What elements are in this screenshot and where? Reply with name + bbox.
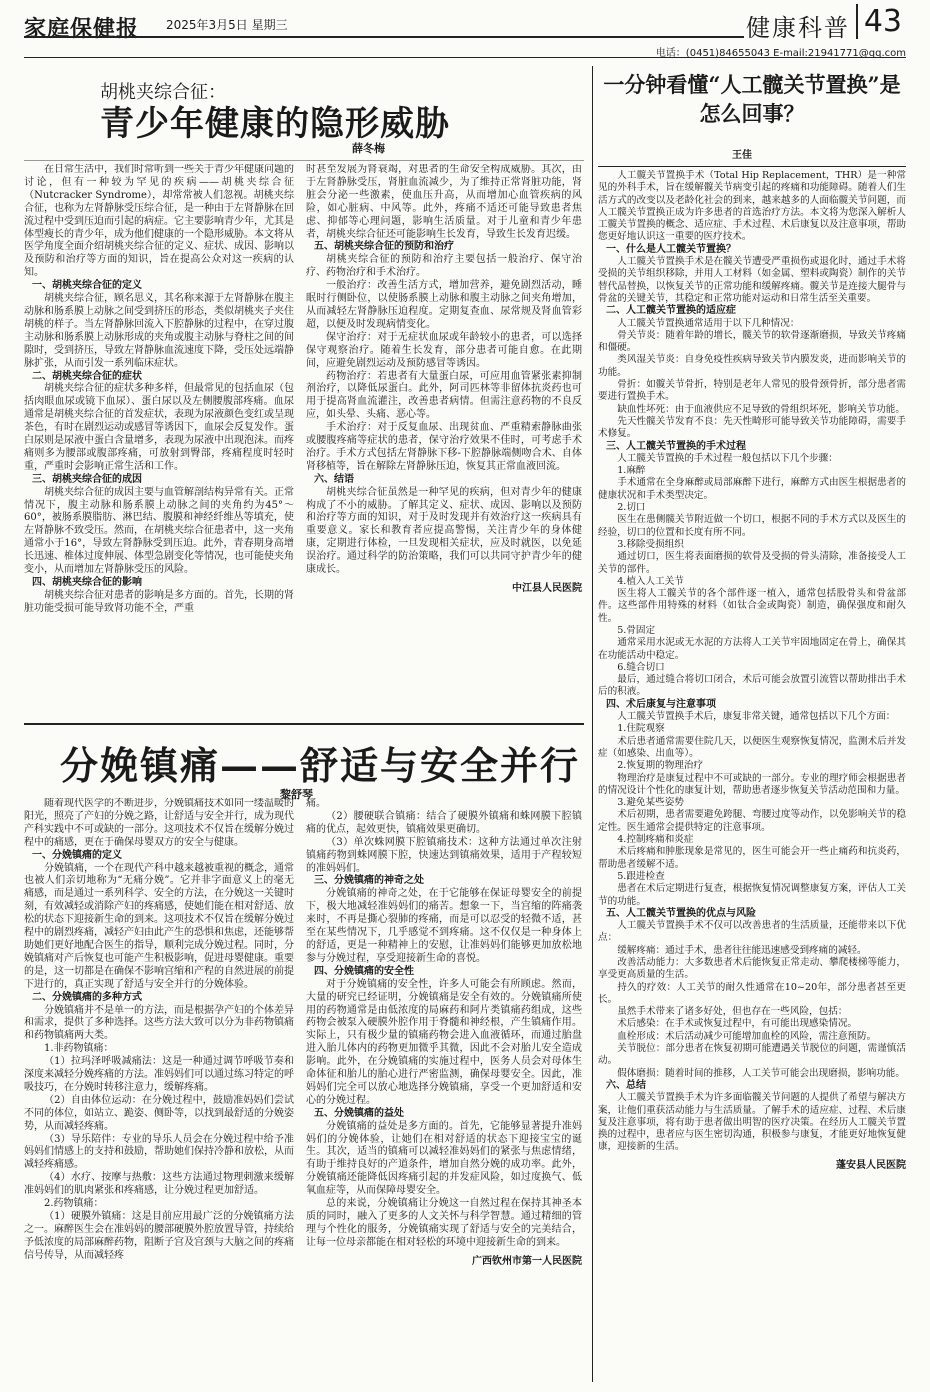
paragraph: 类风湿关节炎：自身免疫性疾病导致关节内膜发炎，进而影响关节的功能。: [598, 354, 906, 378]
paragraph: 人工髋关节置换手术后，康复非常关键，通常包括以下几个方面：: [617, 711, 896, 723]
paragraph: （4）水疗、按摩与热敷：这些方法通过物理刺激来缓解准妈妈们的肌肉紧张和疼痛感，让分娩过程更加舒适。: [24, 1172, 294, 1197]
article2-institution: 广西钦州市第一人民医院: [472, 1255, 582, 1267]
article3-institution: 蓬安县人民医院: [836, 1159, 906, 1171]
paragraph: 患者在术后定期进行复查，根据恢复情况调整康复方案，评估人工关节的功能。: [598, 883, 906, 907]
contact-info: 电话：(0451)84655043 E-mail:21941771@qq.com: [655, 48, 906, 59]
masthead: [0, 0, 930, 58]
paragraph: 血栓形成：术后活动减少可能增加血栓的风险，需注意预防。: [617, 1030, 877, 1042]
paragraph: 医生在患侧髋关节附近做一个切口，根据不同的手术方式以及医生的经验，切口的位置和长度有所不同。: [598, 514, 906, 538]
paragraph: 2.恢复期的物理治疗: [617, 760, 704, 772]
section-heading: 一、分娩镇痛的定义: [32, 849, 122, 861]
paragraph: 4.植入人工关节: [617, 575, 684, 587]
paragraph: 手术通常在全身麻醉或局部麻醉下进行，麻醉方式由医生根据患者的健康状况和手术类型决定。: [598, 477, 906, 501]
article3-author: 王佳: [732, 150, 752, 161]
paragraph: 通常采用水泥或无水泥的方法将人工关节牢固地固定在骨上，确保其在功能活动中稳定。: [598, 637, 906, 661]
paragraph: 人工髋关节置换手术不仅可以改善患者的生活质量，还能带来以下优点：: [598, 920, 906, 944]
section-heading: 六、总结: [606, 1079, 646, 1091]
article3-headline: [598, 70, 906, 162]
paragraph: 分娩镇痛，一个在现代产科中越来越被重视的概念，通常也被人们亲切地称为“无痛分娩”。它并非字面意义上的毫无痛感，而是通过一系列科学、安全的方法，在分娩这一关键时刻，有效减轻或消除产妇的疼痛感，使她们能在相对舒适、放松的状态下迎接新生命的到来。这项技术不仅旨在缓解分娩过程中的剧烈疼痛，减轻产妇由此产生的恐惧和焦虑，还能够帮助她们更好地配合医生的指导，顺利完成分娩过程。同时，分娩镇痛对产后恢复也可能产生积极影响，促进母婴健康。重要的是，这一切都是在确保不影响宫缩和产程的自然进展的前提下进行的，真正实现了舒适与安全并行的分娩体验。: [24, 862, 294, 990]
divider: [24, 160, 584, 161]
column-divider: [592, 66, 593, 1382]
paragraph: 2.药物镇痛：: [44, 1198, 104, 1210]
divider: [24, 723, 584, 725]
paragraph: 缓解疼痛：通过手术，患者往往能迅速感受到疼痛的减轻。: [617, 944, 867, 956]
section-heading: 一、胡桃夹综合征的定义: [32, 280, 142, 292]
section-heading: 二、胡桃夹综合征的症状: [32, 370, 142, 382]
paragraph: 胡桃夹综合征的成因主要与血管解剖结构异常有关。正常情况下，腹主动脉和肠系膜上动脉之间的夹角约为45°～60°，被肠系膜脂肪、淋巴结、腹膜和神经纤维丛等填充，使左肾静脉不致受压。然而，在胡桃夹综合征患者中，这一夹角通常小于16°，导致左肾静脉受到压迫。此外，青春期身高增长迅速、椎体过度伸展、体型急剧变化等情况，也可能使夹角变小，从而增加左肾静脉受压的风险。: [24, 486, 294, 576]
section-heading: 四、分娩镇痛的安全性: [314, 965, 414, 977]
paragraph: 2.切口: [617, 502, 646, 514]
paragraph: （2）自由体位运动：在分娩过程中，鼓励准妈妈们尝试不同的体位，如站立、跪姿、侧卧等，以找到最舒适的分娩姿势，从而减轻疼痛。: [24, 1094, 294, 1132]
paragraph: （1）硬膜外镇痛：这是目前应用最广泛的分娩镇痛方法之一。麻醉医生会在准妈妈的腰部硬膜外腔放置导管，持续给予低浓度的局部麻醉药物，阻断子宫及宫颈与大脑之间的疼痛信号传导，从而减轻疼: [24, 1211, 294, 1261]
article2-title: 分娩镇痛——舒适与安全并行: [60, 743, 581, 788]
paragraph: 一般治疗：改善生活方式，增加营养，避免剧烈活动，睡眠时行侧卧位，以使肠系膜上动脉和腹主动脉之间夹角增加，从而减轻左肾静脉压迫程度。定期复查血、尿常规及肾血管彩超，以便及时发现病情变化。: [306, 280, 582, 330]
section-heading: 三、分娩镇痛的神奇之处: [314, 875, 424, 887]
paragraph: 1.住院观察: [617, 723, 665, 735]
article3-title: 一分钟看懂“人工髋关节置换”是怎么回事？: [603, 72, 901, 126]
paragraph: 分娩镇痛并不是单一的方法，而是根据孕产妇的个体差异和需求，提供了多种选择。这些方法大致可以分为非药物镇痛和药物镇痛两大类。: [24, 1004, 294, 1042]
paragraph: 痛。: [306, 798, 326, 809]
paragraph: 保守治疗：对于无症状血尿或年龄较小的患者，可以选择保守观察治疗。随着生长发育，部分患者可能自愈。在此期间，应避免剧烈运动及预防感冒等诱因。: [306, 331, 582, 369]
article2-column-1: [24, 798, 294, 1382]
issue-date: 2025年3月5日 星期三: [166, 18, 288, 32]
section-heading: 一、什么是人工髋关节置换？: [606, 243, 736, 255]
paragraph: 术后患者通常需要住院几天，以便医生观察恢复情况，监测术后并发症（如感染、出血等）。: [598, 735, 906, 759]
paragraph: 人工髋关节置换手术是在髋关节遭受严重损伤或退化时，通过手术将受损的关节组织移除，并用人工材料（如金属、塑料或陶瓷）制作的关节替代品替换，以恢复关节的正常功能和缓解疼痛。髋关节是连接大腿骨与骨盆的关键关节，其稳定和正常功能对运动和日常生活至关重要。: [598, 256, 906, 304]
divider: [598, 166, 906, 167]
section-heading: 三、胡桃夹综合征的成因: [32, 473, 142, 485]
paragraph: 4.控制疼痛和炎症: [617, 834, 694, 846]
article2-column-2: [306, 798, 582, 1382]
paragraph: 随着现代医学的不断进步，分娩镇痛技术如同一缕温暖的阳光，照亮了产妇的分娩之路，让舒适与安全并行，成为现代产科实践中不可或缺的一部分。这项技术不仅旨在缓解分娩过程中的痛感，更在于确保母婴双方的安全与健康。: [24, 798, 294, 848]
paragraph: 5.跟进检查: [617, 870, 665, 882]
paragraph: 假体磨损：随着时间的推移，人工关节可能会出现磨损，影响功能。: [617, 1067, 905, 1079]
page-number: 43: [856, 4, 902, 39]
section-heading: 五、分娩镇痛的益处: [314, 1107, 404, 1119]
newspaper-name: 家庭保健报: [24, 16, 140, 42]
paragraph: 先天性髋关节发育不良：先天性畸形可能导致关节功能障碍，需要手术修复。: [598, 415, 906, 440]
paragraph: 骨关节炎：随着年龄的增长，髋关节的软骨逐渐磨损，导致关节疼痛和僵硬。: [598, 329, 906, 354]
paragraph: 术后感染：在手术或恢复过程中，有可能出现感染情况。: [617, 1018, 858, 1030]
paragraph: 最后，通过缝合将切口闭合，术后可能会放置引流管以帮助排出手术后的积液。: [598, 674, 906, 698]
paragraph: 时甚至发展为肾衰竭，对患者的生命安全构成威胁。其次，由于左肾静脉受压，肾脏血流减少，为了维持正常肾脏功能，肾脏会分泌一些激素，使血压升高，从而增加心血管疾病的风险，如心脏病、中风等。此外，疼痛不适还可能导致患者焦虑、抑郁等心理问题，影响生活质量。对于儿童和青少年患者，胡桃夹综合征还可能影响生长发育，导致生长发育迟缓。: [306, 164, 582, 240]
paragraph: 在日常生活中，我们时常听到一些关于青少年健康问题的讨论，但有一种较为罕见的疾病——胡桃夹综合征（Nutcracker Syndrome），却常常被人们忽视。胡桃夹综合征，也称为左肾静脉受压综合征，是一种由于左肾静脉在回流过程中受到压迫而引起的病症。它主要影响青少年，尤其是体型瘦长的青少年，成为他们健康的一个隐形威胁。本文将从医学角度全面介绍胡桃夹综合征的定义、症状、成因、影响以及预防和治疗等方面的知识，旨在提高公众对这一疾病的认知。: [24, 164, 294, 279]
paragraph: 3.避免某些姿势: [617, 797, 684, 809]
paragraph: 对于分娩镇痛的安全性，许多人可能会有所顾虑。然而，大量的研究已经证明，分娩镇痛是安全有效的。分娩镇痛所使用的药物通常是由低浓度的局麻药和阿片类镇痛药组成，这些药物会被泵入硬膜外腔作用于脊髓和神经根，产生镇痛作用。实际上，只有极少量的镇痛药物会进入血液循环，而通过胎盘进入胎儿体内的药物更加微乎其微，因此不会对胎儿安全造成影响。此外，在分娩镇痛的实施过程中，医务人员会对母体生命体征和胎儿的胎心进行严密监测，确保母婴安全。因此，准妈妈们完全可以放心地选择分娩镇痛，享受一个更加舒适和安心的分娩过程。: [306, 978, 582, 1106]
section-heading: 二、分娩镇痛的多种方式: [32, 991, 142, 1003]
paragraph: （1）拉玛泽呼吸减痛法：这是一种通过调节呼吸节奏和深度来减轻分娩疼痛的方法。准妈妈们可以通过练习特定的呼吸技巧，在分娩时转移注意力，缓解疼痛。: [24, 1056, 294, 1093]
paragraph: （3）导乐陪伴：专业的导乐人员会在分娩过程中给予准妈妈们情感上的支持和鼓励，帮助她们保持冷静和放松，从而减轻疼痛感。: [24, 1133, 294, 1171]
section-heading: 四、术后康复与注意事项: [606, 698, 716, 710]
paragraph: 分娩镇痛的神奇之处，在于它能够在保证母婴安全的前提下，极大地减轻准妈妈们的痛苦。想象一下，当宫缩的阵痛袭来时，不再是撕心裂肺的疼痛，而是可以忍受的轻微不适，甚至在某些情况下，几乎感觉不到疼痛。这不仅仅是一种身体上的舒适，更是一种精神上的安慰，让准妈妈们能够更加放松地参与分娩过程，享受迎接新生命的喜悦。: [306, 888, 582, 964]
article1-institution: 中江县人民医院: [512, 583, 582, 594]
section-heading: 四、胡桃夹综合征的影响: [32, 577, 142, 588]
paragraph: 人工髋关节置换手术为许多面临髋关节问题的人提供了希望与解决方案，让他们重获活动能力与生活质量。了解手术的适应症、过程、术后康复及注意事项，将有助于患者做出明智的医疗决策。在经历人工髋关节置换的过程中，患者应与医生密切沟通，积极参与康复，才能更好地恢复健康，迎接新的生活。: [598, 1092, 906, 1153]
masthead-bottom-rule: [24, 57, 906, 58]
article1-kicker: 胡桃夹综合征：: [100, 82, 226, 103]
paragraph: 手术治疗：对于反复血尿、出现贫血、严重精索静脉曲张或腰腹疼痛等症状的患者，保守治疗效果不佳时，可考虑手术治疗。手术方式包括左肾静脉下移-下腔静脉端侧吻合术、自体肾移植等，旨在解除左肾静脉压迫，恢复其正常血液回流。: [306, 422, 582, 472]
paragraph: （2）腰硬联合镇痛：结合了硬膜外镇痛和蛛网膜下腔镇痛的优点，起效更快，镇痛效果更确切。: [306, 810, 582, 835]
paragraph: 6.缝合切口: [617, 661, 665, 673]
paragraph: 缺血性坏死：由于血液供应不足导致的骨组织坏死，影响关节功能。: [617, 403, 905, 415]
paragraph: （3）单次蛛网膜下腔镇痛技术：这种方法通过单次注射镇痛药物到蛛网膜下腔，快速达到镇痛效果，适用于产程较短的准妈妈们。: [306, 836, 582, 874]
paragraph: 胡桃夹综合征的症状多种多样，但最常见的包括血尿（包括肉眼血尿或镜下血尿）、蛋白尿以及左侧腰腹部疼痛。血尿通常是胡桃夹综合征的首发症状，表现为尿液颜色变红或呈现茶色，有时在剧烈运动或感冒等诱因下，血尿会反复发作。蛋白尿则是尿液中蛋白含量增多，表现为尿液中出现泡沫。而疼痛则多为腰部或腹部疼痛，可放射到臀部，疼痛程度时轻时重，严重时会影响正常生活和工作。: [24, 383, 294, 472]
paragraph: 医生将人工髋关节的各个部件逐一植入，通常包括股骨头和骨盆部件。这些部件用特殊的材料（如钛合金或陶瓷）制造，确保强度和耐久性。: [598, 588, 906, 624]
paragraph: 药物治疗：若患者有大量蛋白尿，可应用血管紧张素抑制剂治疗，以降低尿蛋白。此外，阿司匹林等非留体抗炎药也可用于提高肾血流灌注，改善患者病情。但需注意药物的不良反应，如头晕、头痛、恶心等。: [306, 370, 582, 421]
paragraph: 1.非药物镇痛：: [44, 1043, 114, 1055]
article3-body: [598, 170, 906, 1382]
paragraph: 人工髋关节置换通常适用于以下几种情况：: [617, 317, 800, 329]
article1-column-1: [24, 164, 294, 716]
paragraph: 胡桃夹综合征对患者的影响是多方面的。首先，长期的肾脏功能受损可能导致肾功能不全，严重: [24, 589, 294, 614]
article1-column-2: [306, 164, 582, 720]
paragraph: 5.骨固定: [617, 624, 656, 636]
paragraph: 术后疼痛和肿胀现象是常见的，医生可能会开一些止痛药和抗炎药，帮助患者缓解不适。: [598, 846, 906, 870]
section-heading: 五、胡桃夹综合征的预防和治疗: [314, 241, 454, 253]
paragraph: 人工髋关节置换的手术过程一般包括以下几个步骤：: [617, 452, 838, 464]
paragraph: 关节脱位：部分患者在恢复初期可能遭遇关节脱位的问题，需谨慎活动。: [598, 1043, 906, 1067]
article2-author: 黎舒琴: [280, 788, 313, 801]
paragraph: 持久的疗效：人工关节的耐久性通常在10~20年，部分患者甚至更长。: [598, 981, 906, 1005]
section-heading: 五、人工髋关节置换的优点与风险: [606, 907, 756, 919]
paragraph: 胡桃夹综合征虽然是一种罕见的疾病，但对青少年的健康构成了不小的威胁。了解其定义、症状、成因、影响以及预防和治疗等方面的知识，对于及时发现并有效治疗这一疾病具有重要意义。家长和教育者应提高警惕，关注青少年的身体健康，定期进行体检，一旦发现相关症状，应及时就医，以免延误治疗。通过科学的防治策略，我们可以共同守护青少年的健康成长。: [306, 486, 582, 576]
paragraph: 胡桃夹综合征，顾名思义，其名称来源于左肾静脉在腹主动脉和肠系膜上动脉之间受到挤压的形态，类似胡桃夹子夹住胡桃的样子。当左肾静脉回流入下腔静脉的过程中，在穿过腹主动脉和肠系膜上动脉形成的夹角或腹主动脉与脊柱之间的间隙时，受到挤压，导致左肾静脉血流速度下降，受压处远端静脉扩张，从而引发一系列临床症状。: [24, 293, 294, 369]
paragraph: 1.麻醉: [617, 465, 646, 477]
paragraph: 术后初期，患者需要避免跨腿、弯腰过度等动作，以免影响关节的稳定性。医生通常会提供特定的注意事项。: [598, 809, 906, 833]
paragraph: 胡桃夹综合征的预防和治疗主要包括一般治疗、保守治疗、药物治疗和手术治疗。: [306, 254, 582, 279]
paragraph: 总的来说，分娩镇痛让分娩这一自然过程在保持其神圣本质的同时，融入了更多的人文关怀与科学智慧。通过精细的管理与个性化的服务，分娩镇痛实现了舒适与安全的完美结合，让每一位母亲都能在相对轻松的环境中迎接新生命的到来。: [306, 1198, 582, 1248]
section-heading: 六、结语: [314, 473, 354, 485]
section-heading: 三、人工髋关节置换的手术过程: [606, 440, 746, 452]
paragraph: 骨折：如髋关节骨折，特别是老年人常见的股骨颈骨折，部分患者需要进行置换手术。: [598, 379, 906, 403]
paragraph: 改善活动能力：大多数患者术后能恢复正常走动、攀爬楼梯等能力，享受更高质量的生活。: [598, 957, 906, 981]
paragraph: 3.移除受损组织: [617, 538, 684, 550]
paragraph: 人工髋关节置换手术（Total Hip Replacement，THR）是一种常见的外科手术，旨在缓解髋关节病变引起的疼痛和功能障碍。随着人们生活方式的改变以及老龄化社会的到来，越来越多的人面临髋关节问题，而人工髋关节置换正成为许多患者的首选治疗方法。本文将为您深入解析人工髋关节置换的概念、适应症、手术过程、术后康复以及注意事项，帮助您更好地认识这一重要的医疗技术。: [598, 170, 906, 243]
paragraph: 通过切口，医生将表面磨损的软骨及受损的骨头清除，准备接受人工关节的部件。: [598, 551, 906, 575]
article1-title: 青少年健康的隐形威胁: [100, 104, 450, 144]
section-heading: 二、人工髋关节置换的适应症: [606, 305, 736, 317]
masthead-rule: [24, 36, 744, 38]
article1-author: 薛冬梅: [352, 142, 385, 155]
paragraph: 虽然手术带来了诸多好处，但也存在一些风险，包括：: [617, 1006, 848, 1018]
section-name: 健康科普: [746, 14, 850, 42]
paragraph: 分娩镇痛的益处是多方面的。首先，它能够显著提升准妈妈们的分娩体验，让她们在相对舒适的状态下迎接宝宝的诞生。其次，适当的镇痛可以减轻准妈妈们的紧张与焦虑情绪，有助于维持良好的产道条件，增加自然分娩的成功率。此外，分娩镇痛还能降低因疼痛引起的并发症风险，如过度换气、低氧血症等，从而保障母婴安全。: [306, 1120, 582, 1197]
paragraph: 物理治疗是康复过程中不可或缺的一部分。专业的理疗师会根据患者的情况设计个性化的康复计划，帮助患者逐步恢复关节活动范围和力量。: [598, 772, 906, 796]
